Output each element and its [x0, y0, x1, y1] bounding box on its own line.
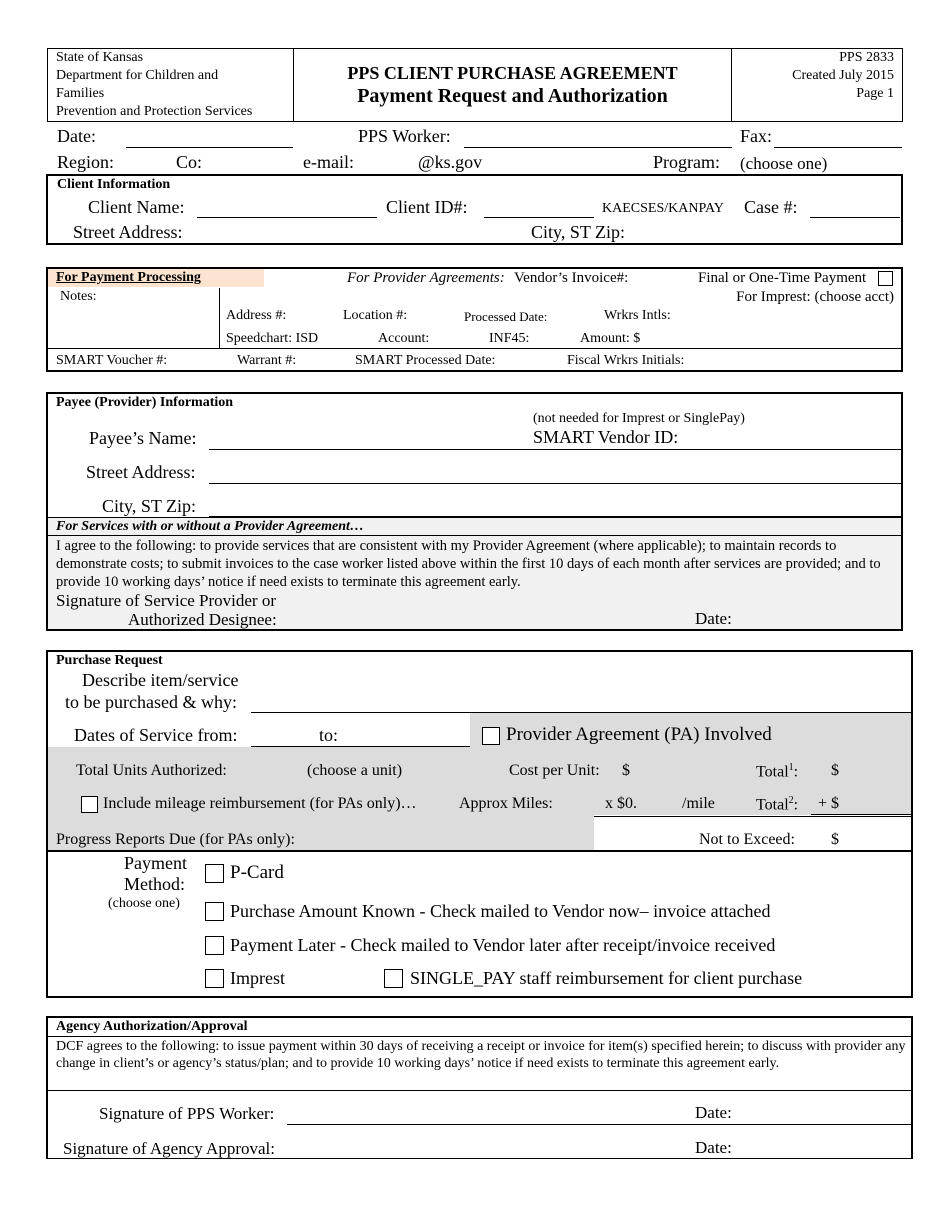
imprest-label: Imprest	[230, 968, 285, 988]
total-units-label: Total Units Authorized:	[76, 762, 227, 779]
case-field[interactable]	[810, 217, 900, 218]
warrant-label: Warrant #:	[237, 353, 297, 368]
notes-label: Notes:	[60, 289, 97, 304]
inf45-label: INF45:	[489, 331, 530, 346]
not-to-exceed-label: Not to Exceed:	[699, 831, 795, 848]
payment-method-choose-one: (choose one)	[108, 896, 180, 911]
provider-agreements-label: For Provider Agreements:	[347, 270, 505, 286]
cost-per-unit-dollar: $	[622, 762, 630, 779]
payee-name-field[interactable]	[209, 449, 901, 450]
form-title: PPS CLIENT PURCHASE AGREEMENT	[347, 63, 678, 83]
total1-text: Total	[756, 763, 789, 781]
address-no-label: Address #:	[226, 308, 287, 323]
total1-colon: :	[793, 763, 799, 781]
total2-underline	[811, 814, 911, 815]
agency-text-line	[47, 1090, 912, 1091]
agency-line-4: Prevention and Protection Services	[56, 104, 253, 119]
fiscal-initials-label: Fiscal Wrkrs Initials:	[567, 353, 685, 368]
total2-label	[756, 795, 798, 814]
payment-method-label-2: Method:	[124, 874, 185, 894]
provider-signature-label-2: Authorized Designee:	[128, 610, 277, 629]
client-name-field[interactable]	[197, 217, 377, 218]
describe-field[interactable]	[251, 712, 911, 713]
agency-heading-line	[47, 1036, 912, 1037]
program-label: Program:	[653, 152, 720, 172]
agency-line-3: Families	[56, 86, 105, 101]
progress-reports-label: Progress Reports Due (for PAs only):	[56, 831, 295, 848]
wrkrs-intls-label: Wrkrs Intls:	[604, 308, 671, 323]
case-label-suffix: Case #:	[744, 197, 798, 217]
final-payment-checkbox[interactable]	[878, 271, 893, 286]
total2-colon: :	[793, 796, 799, 814]
email-domain: @ks.gov	[418, 152, 483, 172]
payment-method-label-1: Payment	[124, 853, 187, 873]
services-heading: For Services with or without a Provider Agreement…	[56, 519, 364, 534]
smart-voucher-label: SMART Voucher #:	[56, 353, 168, 368]
mileage-label: Include mileage reimbursement (for PAs only)…	[103, 795, 417, 812]
payment-later-label: Payment Later - Check mailed to Vendor later after receipt/invoice received	[230, 935, 776, 955]
payee-address-field[interactable]	[209, 483, 901, 484]
form-page: Page 1	[856, 86, 894, 101]
smart-vendor-id-label: SMART Vendor ID:	[533, 427, 679, 447]
total1-footnote: 1	[788, 762, 794, 773]
total2-underline-2	[594, 816, 911, 817]
total2-footnote: 2	[788, 795, 794, 806]
purchase-known-checkbox[interactable]	[205, 902, 224, 921]
imprest-account-select[interactable]: For Imprest: (choose acct)	[736, 289, 894, 305]
form-created: Created July 2015	[792, 68, 894, 83]
purchase-heading: Purchase Request	[56, 653, 163, 668]
vendor-invoice-label: Vendor’s Invoice#:	[514, 270, 629, 286]
worker-signature-field[interactable]	[287, 1124, 912, 1125]
single-pay-checkbox[interactable]	[384, 969, 403, 988]
agency-heading: Agency Authorization/Approval	[56, 1019, 248, 1034]
final-payment-label: Final or One-Time Payment	[698, 270, 867, 286]
dates-from-field[interactable]	[251, 746, 470, 747]
worker-signature-label: Signature of PPS Worker:	[99, 1104, 275, 1123]
vendor-id-note: (not needed for Imprest or SinglePay)	[533, 411, 745, 426]
mileage-checkbox[interactable]	[81, 796, 98, 813]
location-no-label: Location #:	[343, 308, 408, 323]
email-label: e-mail:	[303, 152, 354, 172]
payee-name-label: Payee’s Name:	[89, 428, 197, 448]
agency-line-2: Department for Children and	[56, 68, 219, 83]
approx-miles-label: Approx Miles:	[459, 795, 553, 812]
smart-processed-label: SMART Processed Date:	[355, 353, 496, 368]
services-heading-line	[47, 535, 902, 536]
provider-agreement-text: I agree to the following: to provide services that are consistent with my Provider Agreement (where applicable); to maintain records to demonstrate costs; to submit invoices to the case worker listed above within the first 10 days of each month after services are provided; and to provide 10 working days’ notice if need exists to terminate this agreement early.	[56, 538, 881, 590]
city-st-zip-label: City, ST Zip:	[531, 222, 626, 242]
agency-line-1: State of Kansas	[56, 50, 144, 65]
header-divider-right	[731, 48, 732, 122]
describe-label-1: Describe item/service	[82, 670, 239, 690]
case-label-prefix: KAECSES/KANPAY	[602, 201, 724, 216]
total2-plus-dollar: + $	[818, 795, 840, 812]
not-to-exceed-dollar: $	[831, 831, 839, 848]
form-subtitle: Payment Request and Authorization	[357, 85, 668, 107]
payment-method-divider	[47, 850, 912, 852]
client-name-label: Client Name:	[88, 197, 185, 217]
total2-text: Total	[756, 796, 789, 814]
payment-later-checkbox[interactable]	[205, 936, 224, 955]
form-number: PPS 2833	[839, 50, 894, 65]
notes-divider	[219, 288, 220, 348]
region-label: Region:	[57, 152, 114, 172]
client-id-field[interactable]	[484, 217, 594, 218]
pcard-checkbox[interactable]	[205, 864, 224, 883]
per-mile-label: /mile	[682, 795, 715, 812]
dates-from-label: Dates of Service from:	[74, 725, 238, 745]
worker-field[interactable]	[464, 147, 732, 148]
provider-signature-label-1: Signature of Service Provider or	[56, 591, 276, 610]
imprest-checkbox[interactable]	[205, 969, 224, 988]
provider-agreement-checkbox[interactable]	[482, 727, 500, 745]
processing-divider	[47, 348, 902, 349]
single-pay-label: SINGLE_PAY staff reimbursement for client purchase	[410, 968, 803, 988]
payee-address-label: Street Address:	[86, 462, 196, 482]
fax-label: Fax:	[740, 126, 773, 146]
provider-agreement-label: Provider Agreement (PA) Involved	[506, 724, 772, 745]
client-info-heading: Client Information	[57, 177, 171, 192]
date-field[interactable]	[126, 147, 293, 148]
date-label: Date:	[57, 126, 96, 146]
provider-date-label: Date:	[695, 609, 732, 628]
worker-signature-date-label: Date:	[695, 1103, 732, 1122]
cost-per-unit-label: Cost per Unit:	[509, 762, 600, 779]
speedchart-label: Speedchart: ISD	[226, 331, 319, 346]
total1-dollar: $	[831, 762, 839, 779]
approval-signature-label: Signature of Agency Approval:	[63, 1139, 275, 1158]
dates-to-label: to:	[319, 725, 339, 745]
program-select[interactable]: (choose one)	[740, 154, 828, 173]
describe-label-2: to be purchased & why:	[65, 692, 237, 712]
pcard-label: P-Card	[230, 862, 284, 883]
agency-text: DCF agrees to the following: to issue payment within 30 days of receiving a receipt or invoice for item(s) specified herein; to discuss with provider any change in client’s or agency’s status/plan; and to provide 10 working days’ notice if need exists to terminate this agreement early.	[56, 1039, 906, 1071]
worker-label: PPS Worker:	[358, 126, 451, 146]
approval-signature-date-label: Date:	[695, 1138, 732, 1157]
payee-heading: Payee (Provider) Information	[56, 395, 234, 410]
services-top-line	[47, 517, 902, 518]
county-label: Co:	[176, 152, 203, 172]
account-label: Account:	[378, 331, 430, 346]
client-id-label: Client ID#:	[386, 197, 468, 217]
amount-label: Amount: $	[580, 331, 641, 346]
fax-field[interactable]	[774, 147, 902, 148]
unit-select[interactable]: (choose a unit)	[307, 762, 403, 779]
payee-city-label: City, ST Zip:	[102, 496, 197, 516]
purchase-known-label: Purchase Amount Known - Check mailed to Vendor now– invoice attached	[230, 901, 771, 921]
total1-label	[756, 762, 798, 781]
mileage-rate: x $0.	[605, 795, 637, 812]
processed-date-label: Processed Date:	[464, 309, 548, 324]
street-address-label: Street Address:	[73, 222, 183, 242]
payment-processing-heading: For Payment Processing	[56, 270, 201, 285]
